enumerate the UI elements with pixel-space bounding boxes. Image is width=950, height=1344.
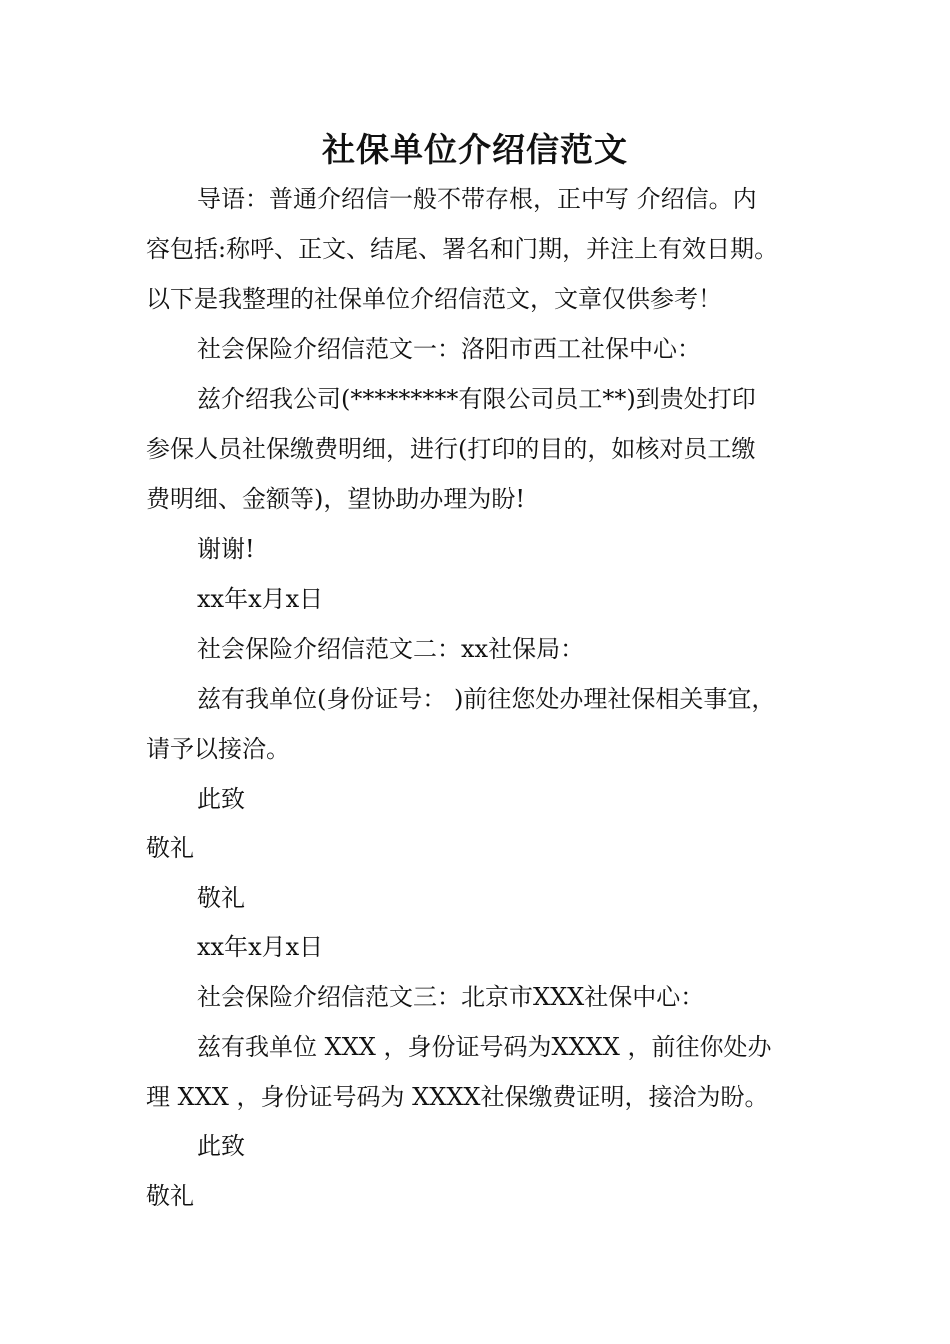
sample-2-salutation-2: 敬礼 (197, 884, 245, 912)
sample-1-thanks: 谢谢! (197, 535, 255, 563)
sample-1-body-line-3: 费明细、金额等)，望协助办理为盼! (146, 485, 526, 513)
sample-2-salutation: 敬礼 (146, 834, 194, 862)
sample-3-body-line-2: 理 XXX ，身份证号码为 XXXX社保缴费证明，接洽为盼。 (146, 1083, 769, 1111)
sample-1-body-line-2: 参保人员社保缴费明细，进行(打印的目的，如核对员工缴 (146, 435, 756, 463)
sample-3-heading: 社会保险介绍信范文三：北京市XXX社保中心： (197, 983, 705, 1011)
sample-2-closing: 此致 (197, 785, 245, 813)
sample-1-body-line-1: 兹介绍我公司(*********有限公司员工**)到贵处打印 (197, 385, 756, 413)
sample-1-heading: 社会保险介绍信范文一：洛阳市西工社保中心： (197, 335, 701, 363)
sample-3-body-line-1: 兹有我单位 XXX ，身份证号码为XXXX ，前往你处办 (197, 1033, 772, 1061)
sample-2-body-line-1: 兹有我单位(身份证号： )前往您处办理社保相关事宜， (197, 685, 776, 713)
sample-2-heading: 社会保险介绍信范文二：xx社保局： (197, 635, 585, 663)
sample-3-closing: 此致 (197, 1132, 245, 1160)
sample-1-date: xx年x月x日 (197, 585, 324, 613)
intro-line-1: 导语：普通介绍信一般不带存根，正中写 介绍信。内 (197, 185, 757, 213)
intro-line-3: 以下是我整理的社保单位介绍信范文，文章仅供参考！ (146, 285, 722, 313)
sample-2-body-line-2: 请予以接洽。 (146, 735, 290, 763)
intro-line-2: 容包括:称呼、正文、结尾、署名和门期，并注上有效日期。 (146, 235, 779, 263)
page-title: 社保单位介绍信范文 (322, 130, 628, 169)
sample-3-salutation: 敬礼 (146, 1182, 194, 1210)
sample-2-date: xx年x月x日 (197, 933, 324, 961)
